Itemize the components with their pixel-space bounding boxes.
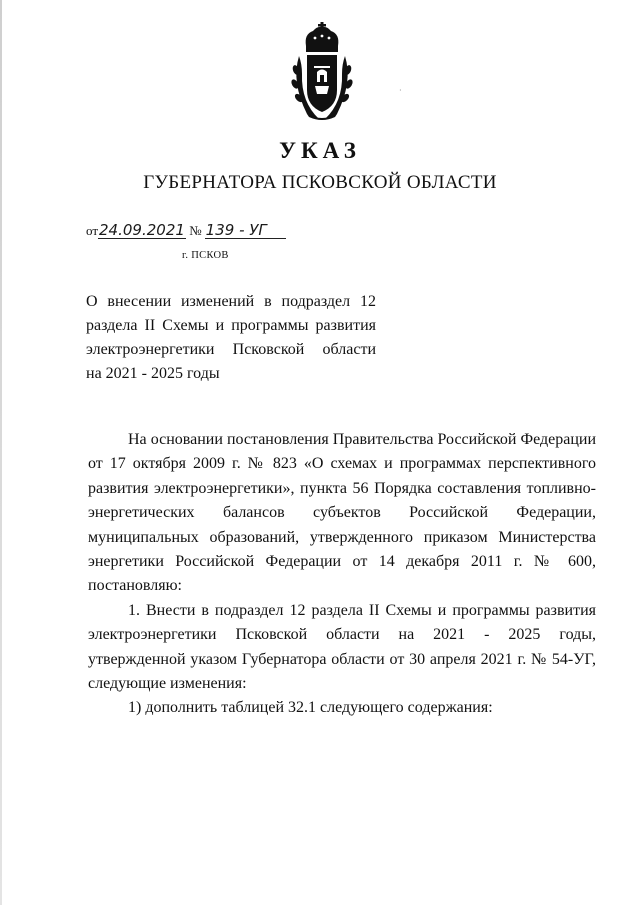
scan-edge <box>0 0 2 905</box>
issue-city: г. ПСКОВ <box>182 250 229 261</box>
number-prefix: № <box>189 223 202 238</box>
date-prefix: от <box>86 223 99 238</box>
document-body <box>88 428 596 721</box>
subject-line: раздела II Схемы и программы развития <box>86 317 376 334</box>
body-line: На основании постановления Правительства Российской Федерации <box>128 431 596 448</box>
handwritten-date: 24.09.2021 <box>99 221 185 239</box>
coat-of-arms-emblem <box>287 22 357 122</box>
document-title: УКАЗ <box>279 138 361 163</box>
scan-speck: · <box>399 86 402 95</box>
body-line: 1. Внести в подраздел 12 раздела II Схемы и программы развития <box>128 601 596 619</box>
document-subject <box>86 290 376 386</box>
body-line: муниципальных образований, утвержденного приказом Министерства <box>88 528 596 546</box>
subject-line: электроэнергетики Псковской области <box>86 341 376 358</box>
body-line: 1) дополнить таблицей 32.1 следующего содержания: <box>128 699 493 717</box>
body-line: следующие изменения: <box>88 675 247 693</box>
date-number-line <box>86 222 286 239</box>
body-line: утвержденной указом Губернатора области от 30 апреля 2021 г. № 54-УГ, <box>88 650 596 668</box>
body-line: от 17 октября 2009 г. № 823 «О схемах и программах перспективного <box>88 455 596 473</box>
body-line: энергетических балансов субъектов Российской Федерации, <box>88 504 596 522</box>
document-issuer: ГУБЕРНАТОРА ПСКОВСКОЙ ОБЛАСТИ <box>143 172 497 193</box>
subject-line: О внесении изменений в подраздел 12 <box>86 293 376 310</box>
body-line: электроэнергетики Псковской области на 2021 - 2025 годы, <box>88 626 596 644</box>
shield-icon <box>307 55 337 112</box>
body-line: постановляю: <box>88 577 182 595</box>
handwritten-number: 139 - УГ <box>205 222 286 239</box>
subject-line: на 2021 - 2025 годы <box>86 365 220 382</box>
crown-icon <box>306 22 339 52</box>
body-line: энергетики Российской Федерации от 14 декабря 2011 г. № 600, <box>88 553 596 571</box>
body-line: развития электроэнергетики», пункта 56 Порядка составления топливно- <box>88 479 596 497</box>
